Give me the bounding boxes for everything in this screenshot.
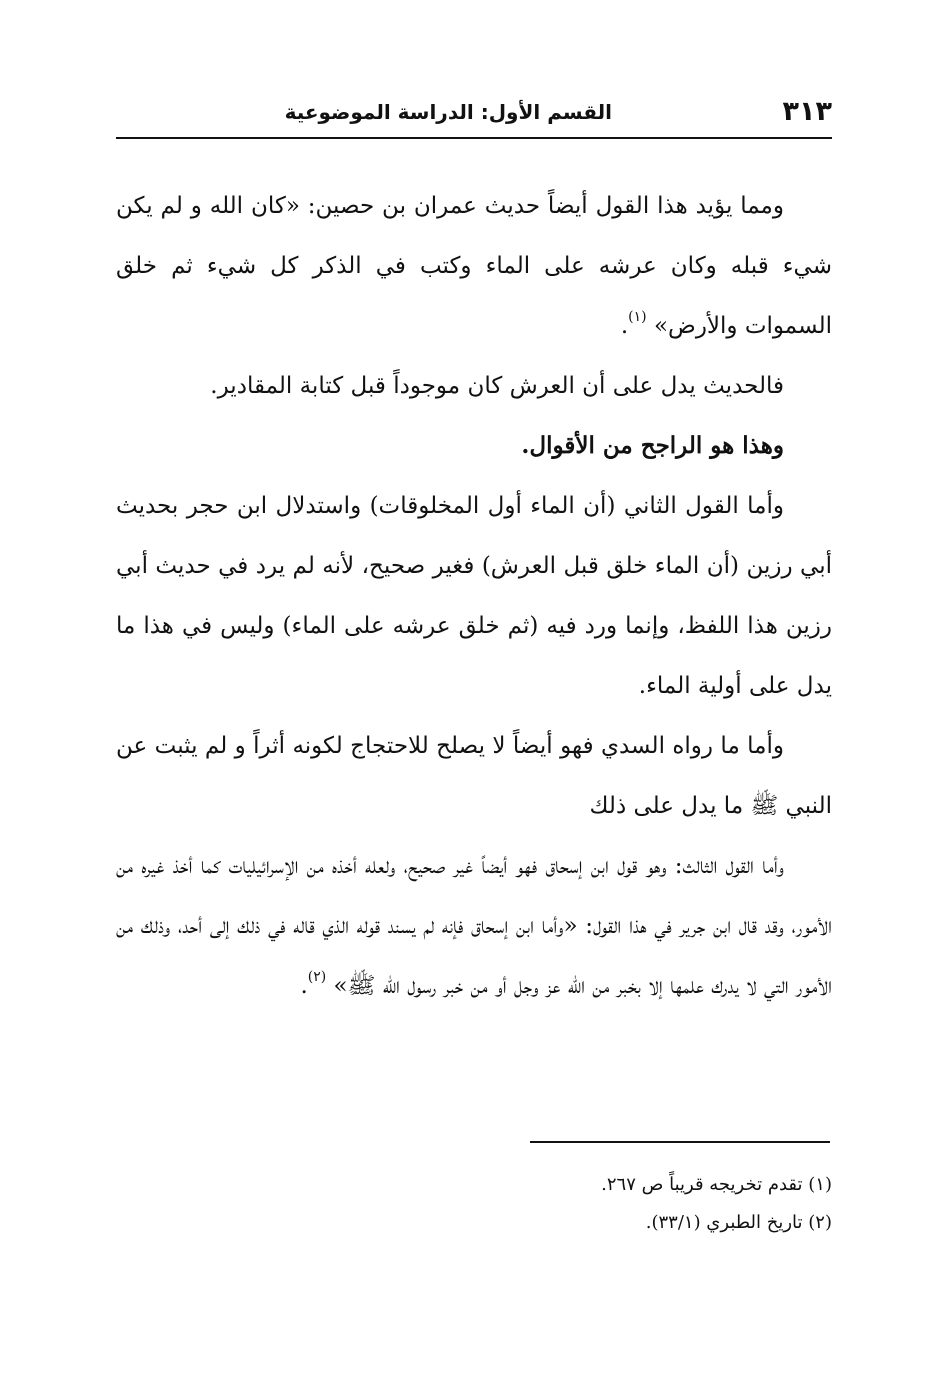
footnote-ref-2: (٢): [307, 969, 327, 985]
footnote-1: (١) تقدم تخريجه قريباً ص ٢٦٧.: [601, 1174, 832, 1195]
paragraph-tail: .: [620, 313, 629, 339]
footnote-ref-1: (١): [628, 309, 647, 325]
paragraph-1: [116, 176, 832, 356]
footnote-rule: [530, 1141, 830, 1143]
main-text: [116, 176, 832, 1016]
paragraph-3-conclusion: وهذا هو الراجح من الأقوال.: [521, 432, 784, 459]
footnote-2: (٢) تاريخ الطبري (٣٣/١).: [645, 1212, 832, 1233]
header-rule: [116, 137, 832, 139]
paragraph-text: ومما يؤيد هذا القول أيضاً حديث عمران بن حصين: «كان الله و لم يكن شيء قبله وكان عرشه على الماء وكتب في الذكر كل شيء ثم خلق السموات والأرض»: [116, 193, 832, 339]
page-header: [116, 92, 832, 132]
paragraph-text: وأما القول الثالث: وهو قول ابن إسحاق فهو أيضاً غير صحيح، ولعله أخذه من الإسرائيليات كما أخذ غيره من الأمور، وقد قال ابن جرير في هذا القول: «وأما ابن إسحاق فإنه لم يسند قوله الذي قاله في ذلك إلى أحد، وذلك من الأمور التي لا يدرك علمها إلا بخبر من الله عز وجل أو من خبر رسول الله ﷺ»: [116, 853, 832, 999]
running-title: القسم الأول: الدراسة الموضوعية: [284, 100, 612, 124]
paragraph-5: وأما ما رواه السدي فهو أيضاً لا يصلح للاحتجاج لكونه أثراً و لم يثبت عن النبي ﷺ ما يدل على ذلك: [116, 733, 832, 819]
paragraph-4: وأما القول الثاني (أن الماء أول المخلوقات) واستدلال ابن حجر بحديث أبي رزين (أن الماء خلق قبل العرش) فغير صحيح، لأنه لم يرد في حديث أبي رزين هذا اللفظ، وإنما ورد فيه (ثم خلق عرشه على الماء) وليس في هذا ما يدل على أولية الماء.: [116, 493, 832, 699]
paragraph-2: فالحديث يدل على أن العرش كان موجوداً قبل كتابة المقادير.: [210, 373, 784, 399]
paragraph-6: [116, 836, 832, 1016]
footnotes: [116, 1166, 832, 1242]
page-number: ٣١٣: [782, 96, 832, 127]
paragraph-tail: .: [300, 973, 308, 999]
